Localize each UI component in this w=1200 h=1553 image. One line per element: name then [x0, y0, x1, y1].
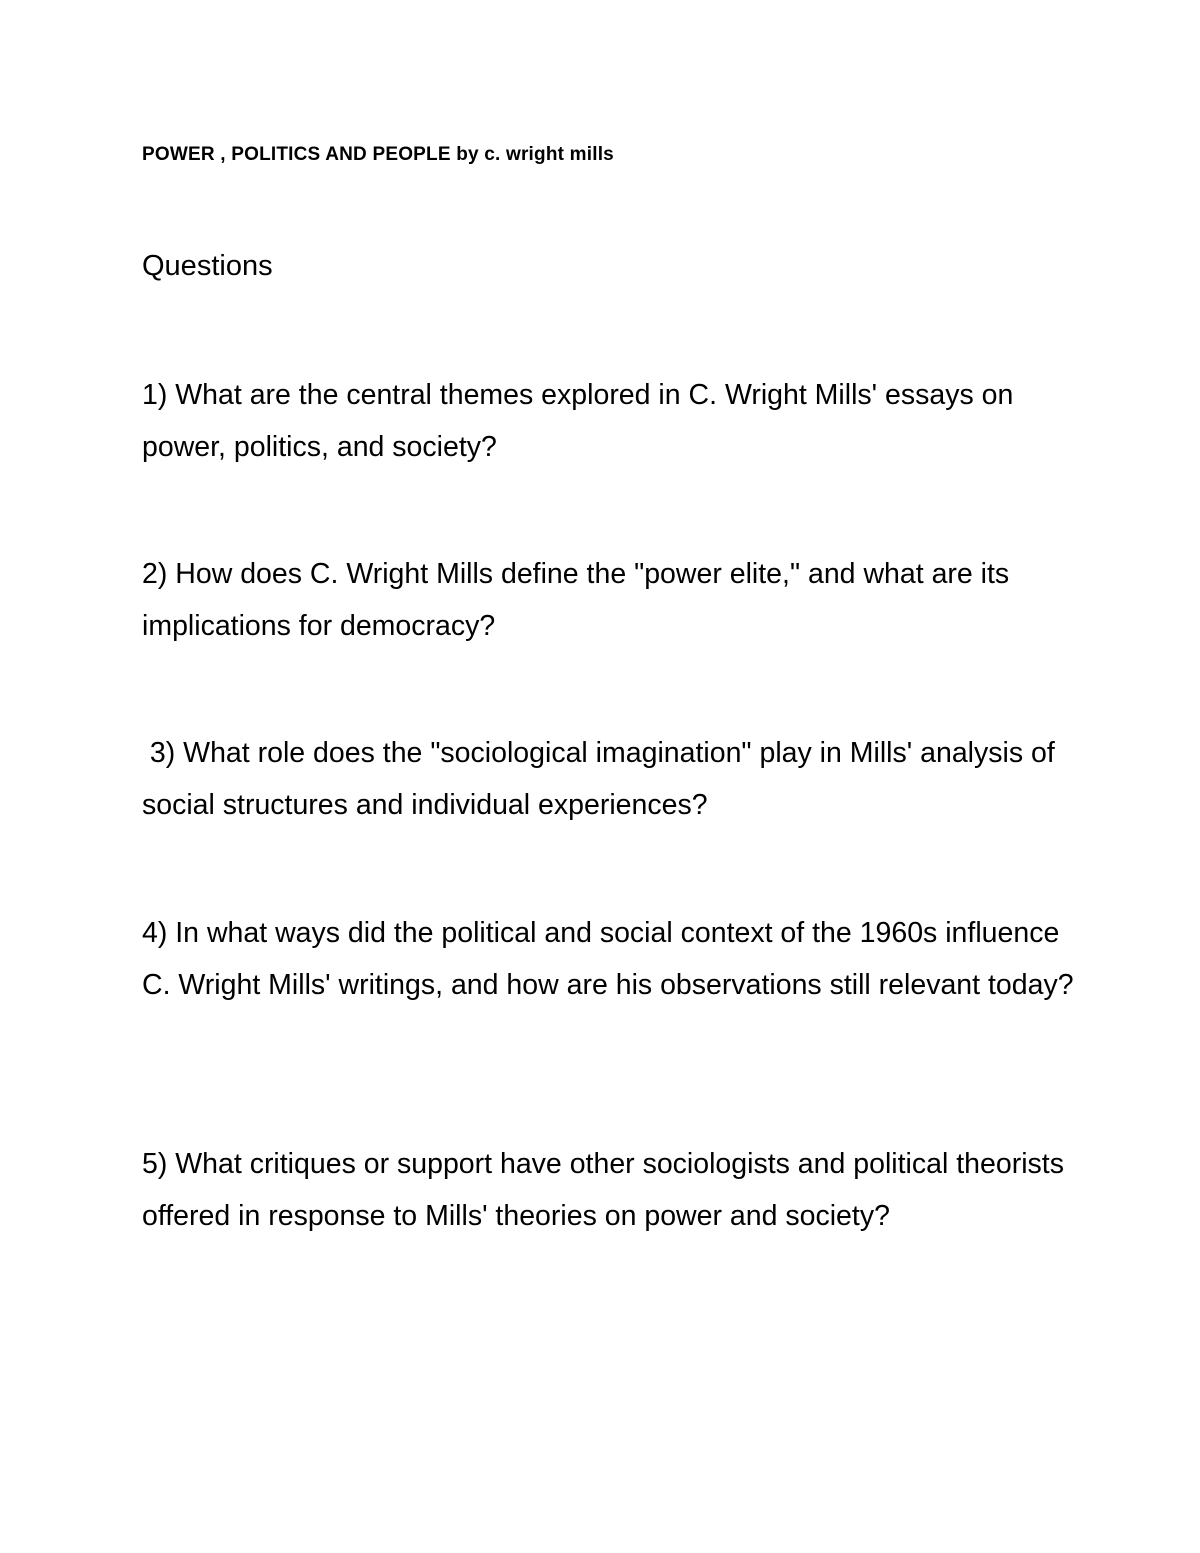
question-1: 1) What are the central themes explored in C. Wright Mills' essays on power, politics, and society? [142, 379, 1014, 463]
question-2: 2) How does C. Wright Mills define the "power elite," and what are its implications for democracy? [142, 558, 1010, 642]
question-5: 5) What critiques or support have other sociologists and political theorists offered in response to Mills' theories on power and society? [142, 1148, 1064, 1232]
document-title: POWER , POLITICS AND PEOPLE by c. wright mills [142, 144, 614, 165]
question-4: 4) In what ways did the political and social context of the 1960s influence C. Wright Mills' writings, and how are his observations still relevant today? [142, 917, 1074, 1001]
section-heading: Questions [142, 250, 273, 282]
question-3: 3) What role does the "sociological imagination" play in Mills' analysis of social structures and individual experiences? [142, 737, 1063, 821]
